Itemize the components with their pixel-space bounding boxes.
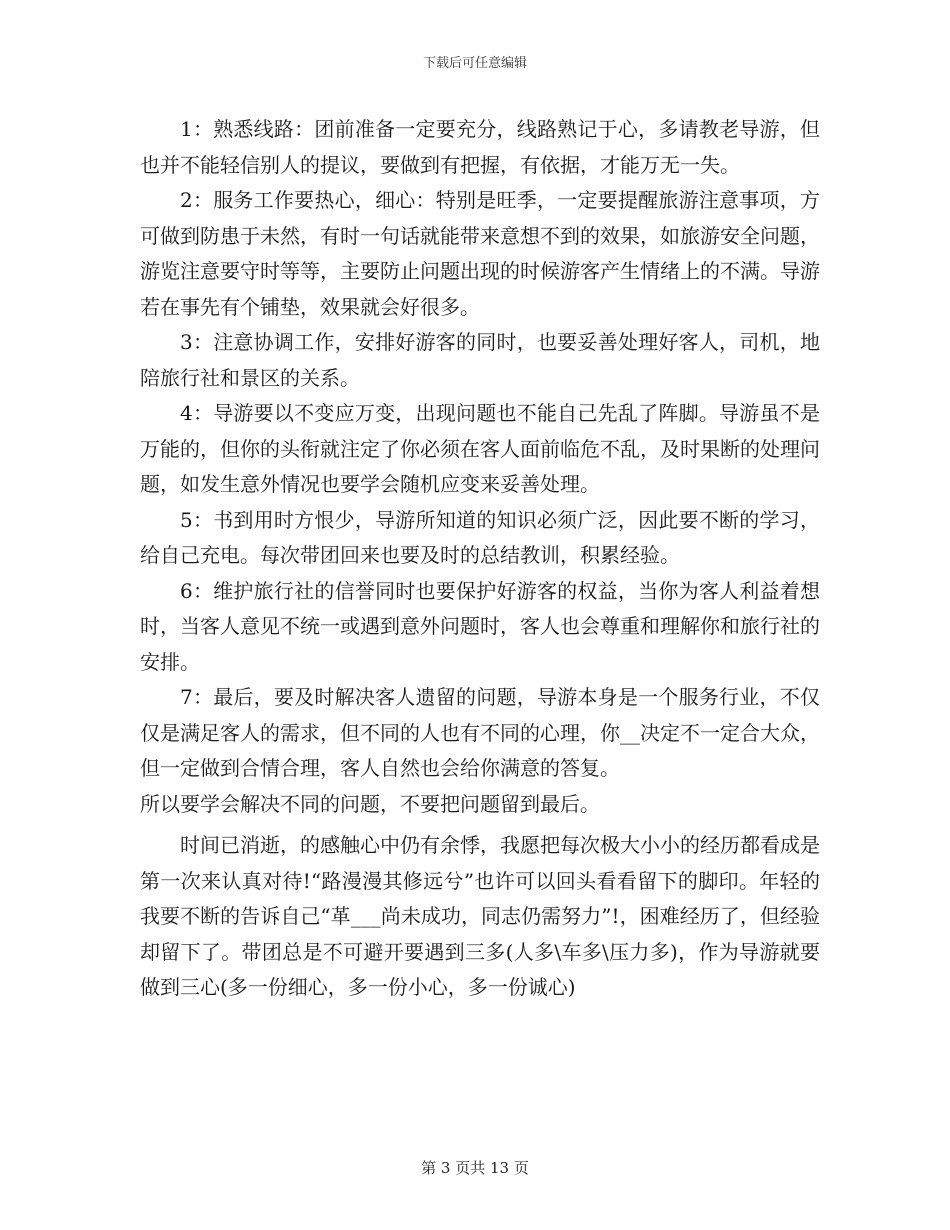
page-header: 下载后可任意编辑 [422,56,527,71]
paragraph-7-continuation: 所以要学会解决不同的问题，不要把问题留到最后。 [140,791,600,816]
paragraph-2: 2：服务工作要热心，细心：特别是旺季，一定要提醒旅游注意事项，方可做到防患于未然，有时一句话就能带来意想不到的效果，如旅游安全问题，游览注意要守时等等，主要防止问题出现的时候游客产生情绪上的不满。导游若在事先有个铺垫，效果就会好很多。 [140,188,820,319]
paragraph-1: 1：熟悉线路：团前准备一定要充分，线路熟记于心，多请教老导游，但也并不能轻信别人的提议，要做到有把握，有依据，才能万无一失。 [140,117,820,177]
document-body [140,112,820,1006]
paragraph-3: 3：注意协调工作，安排好游客的同时，也要妥善处理好客人，司机，地陪旅行社和景区的关系。 [140,330,820,390]
paragraph-7: 7：最后，要及时解决客人遗留的问题，导游本身是一个服务行业，不仅仅是满足客人的需求，但不同的人也有不同的心理，你__决定不一定合大众，但一定做到合情合理，客人自然也会给你满意的答复。 [140,685,820,780]
paragraph-6: 6：维护旅行社的信誉同时也要保护好游客的权益，当你为客人利益着想时，当客人意见不统一或遇到意外问题时，客人也会尊重和理解你和旅行社的安排。 [140,578,820,674]
paragraph-5: 5：书到用时方恨少，导游所知道的知识必须广泛，因此要不断的学习，给自己充电。每次带团回来也要及时的总结教训，积累经验。 [140,507,820,567]
paragraph-4: 4：导游要以不变应万变，出现问题也不能自己先乱了阵脚。导游虽不是万能的，但你的头衔就注定了你必须在客人面前临危不乱，及时果断的处理问题，如发生意外情况也要学会随机应变来妥善处理。 [140,401,820,496]
closing-paragraph: 时间已消逝，的感触心中仍有余悸，我愿把每次极大小小的经历都看成是第一次来认真对待!“路漫漫其修远兮”也许可以回头看看留下的脚印。年轻的我要不断的告诉自己“革___尚未成功，同志仍需努力”!，困难经历了，但经验却留下了。带团总是不可避开要遇到三多(人多\车多\压力多)，作为导游就要做到三心(多一份细心，多一份小心，多一份诚心) [140,833,820,999]
page-number-footer: 第 3 页共 13 页 [421,1159,529,1177]
